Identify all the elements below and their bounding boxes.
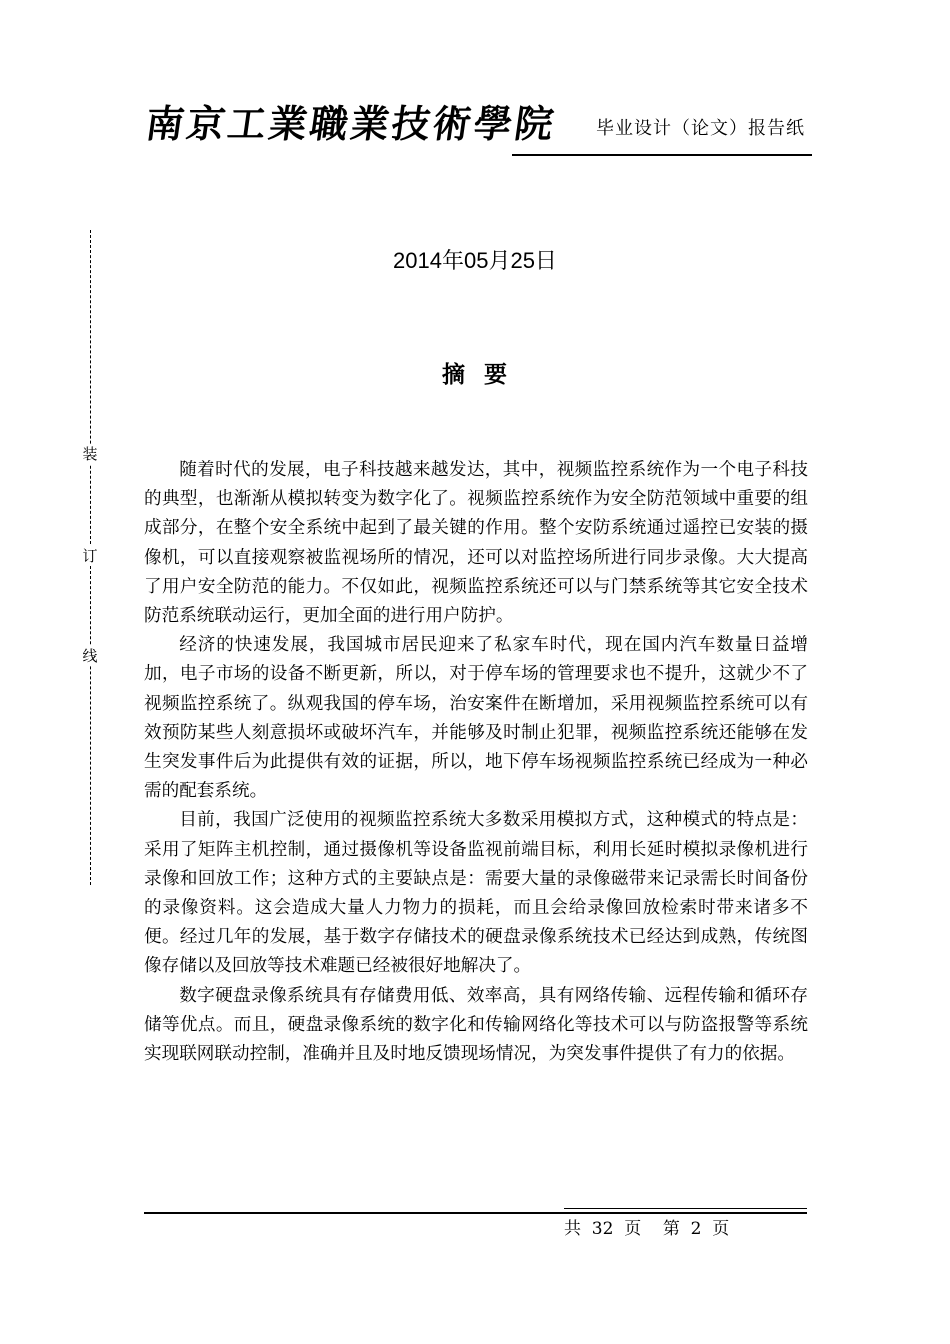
abstract-paragraph: 随着时代的发展，电子科技越来越发达，其中，视频监控系统作为一个电子科技的典型，也渐渐从模拟转变为数字化了。视频监控系统作为安全防范领域中重要的组成部分，在整个安全系统中起到了最关键的作用。整个安防系统通过遥控已安装的摄像机，可以直接观察被监视场所的情况，还可以对监控场所进行同步录像。大大提高了用户安全防范的能力。不仅如此，视频监控系统还可以与门禁系统等其它安全技术防范系统联动运行，更加全面的进行用户防护。 [144, 460, 808, 627]
footer-rule-short [564, 1208, 807, 1209]
report-date: 2014年05月25日 [393, 248, 557, 273]
institution-logo [142, 96, 560, 152]
binding-char-zhuang: 装 [80, 444, 100, 464]
binding-char-ding: 订 [80, 546, 100, 566]
page-counter: 共 32 页 第 2 页 [564, 1219, 730, 1239]
institution-logo-text: 南京工業職業技術學院 [142, 101, 560, 146]
abstract-paragraph: 经济的快速发展，我国城市居民迎来了私家车时代，现在国内汽车数量日益增加，电子市场的设备不断更新，所以，对于停车场的管理要求也不提升，这就少不了视频监控系统了。纵观我国的停车场，治安案件在断增加，采用视频监控系统可以有效预防某些人刻意损坏或破坏汽车，并能够及时制止犯罪，视频监控系统还能够在发生突发事件后为此提供有效的证据，所以，地下停车场视频监控系统已经成为一种必需的配套系统。 [144, 635, 808, 802]
abstract-paragraph: 目前，我国广泛使用的视频监控系统大多数采用模拟方式，这种模式的特点是：采用了矩阵主机控制，通过摄像机等设备监视前端目标，利用长延时模拟录像机进行录像和回放工作；这种方式的主要缺点是：需要大量的录像磁带来记录需长时间备份的录像资料。这会造成大量人力物力的损耗，而且会给录像回放检索时带来诸多不便。经过几年的发展，基于数字存储技术的硬盘录像系统技术已经达到成熟，传统图像存储以及回放等技术难题已经被很好地解决了。 [144, 810, 808, 977]
abstract-title: 摘 要 [441, 362, 508, 388]
abstract-paragraph: 数字硬盘录像系统具有存储费用低、效率高，具有网络传输、远程传输和循环存储等优点。而且，硬盘录像系统的数字化和传输网络化等技术可以与防盗报警等系统实现联网联动控制，准确并且及时地反馈现场情况，为突发事件提供了有力的依据。 [144, 985, 808, 1065]
report-paper-label: 毕业设计（论文）报告纸 [596, 118, 805, 139]
abstract-body [144, 456, 808, 1069]
header-rule [512, 154, 812, 156]
binding-char-xian: 线 [80, 646, 100, 666]
